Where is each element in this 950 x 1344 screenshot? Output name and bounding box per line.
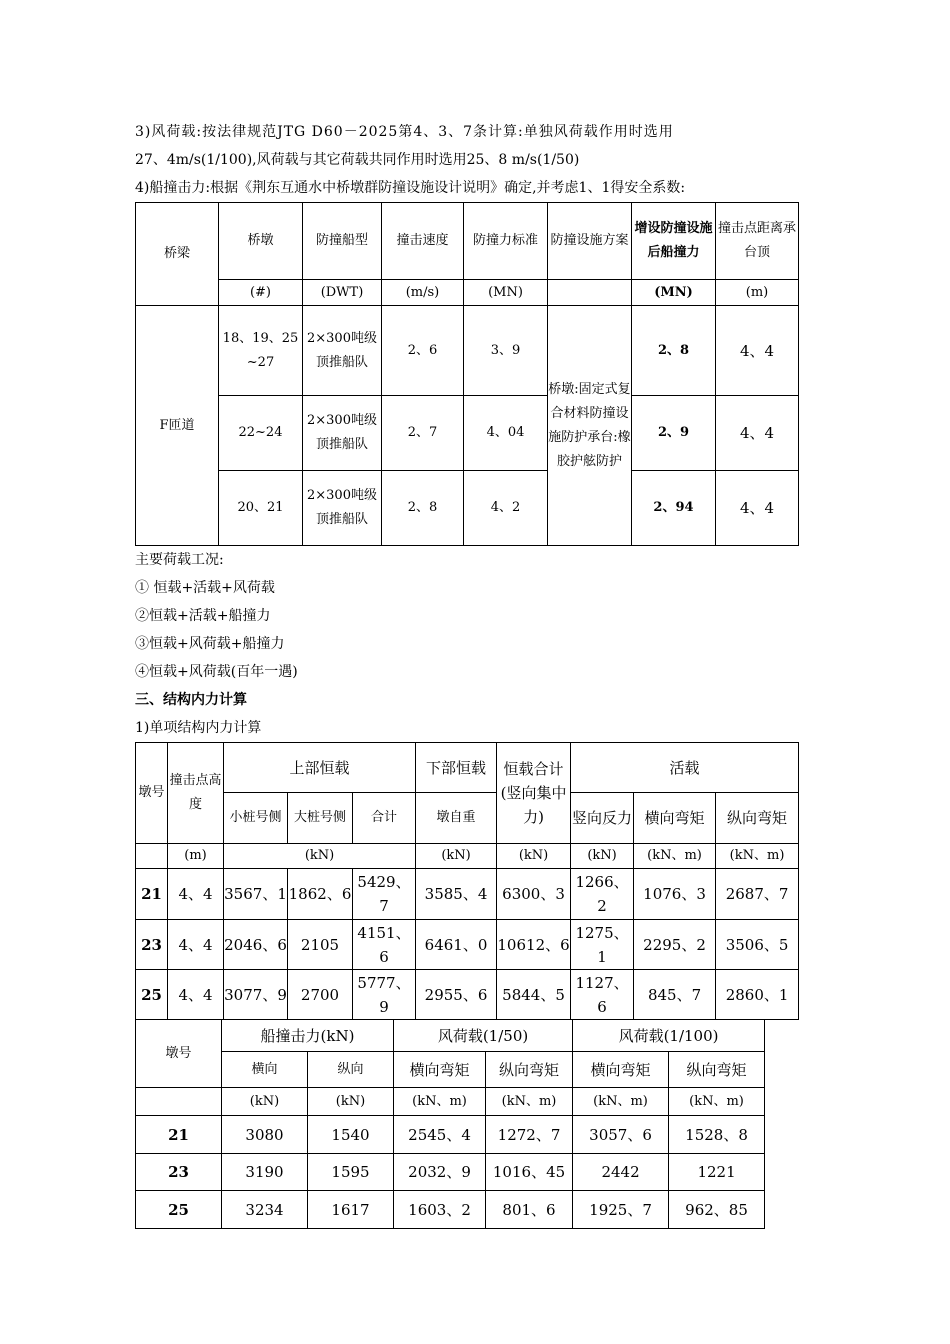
cell-distance: 4、4 — [716, 396, 799, 471]
unit-standard: (MN) — [464, 280, 548, 306]
header-dead-total: 恒载合计(竖向集中力) — [497, 743, 571, 844]
header-self-weight: 墩自重 — [416, 793, 497, 844]
unit-cell: (kN) — [308, 1088, 394, 1116]
cell-small: 2046、6 — [224, 920, 288, 970]
cell-height: 4、4 — [168, 869, 224, 920]
cell-scheme: 桥墩:固定式复合材料防撞设施防护承台:橡胶护舷防护 — [548, 306, 632, 546]
unit-speed: (m/s) — [382, 280, 464, 306]
table-row — [136, 920, 799, 970]
cell-value: 1925、7 — [573, 1191, 669, 1229]
cell-value: 3080 — [222, 1116, 308, 1154]
wind-load-line-2: 27、4m/s(1/100),风荷载与其它荷载共同作用时选用25、8 m/s(1/50) — [135, 152, 580, 168]
cell-value: 3057、6 — [573, 1116, 669, 1154]
header-ship-type: 防撞船型 — [303, 203, 382, 280]
cell-speed: 2、8 — [382, 471, 464, 546]
table-row — [136, 1154, 765, 1191]
unit-kn: (kN) — [571, 844, 634, 869]
load-cases-title: 主要荷载工况: — [135, 552, 224, 568]
header-sub: 纵向 — [308, 1052, 394, 1088]
header-pier: 桥墩 — [219, 203, 303, 280]
cell-tm: 845、7 — [634, 970, 716, 1020]
cell-value: 801、6 — [486, 1191, 573, 1229]
cell-value: 1528、8 — [669, 1116, 765, 1154]
cell-standard: 4、04 — [464, 396, 548, 471]
load-case-item: ③恒载+风荷载+船撞力 — [135, 636, 285, 652]
unit-pier: (#) — [219, 280, 303, 306]
header-bridge: 桥梁 — [136, 203, 219, 306]
header-scheme: 防撞设施方案 — [548, 203, 632, 280]
header-speed: 撞击速度 — [382, 203, 464, 280]
cell-value: 2032、9 — [394, 1154, 486, 1191]
cell-after-force: 2、94 — [632, 471, 716, 546]
header-lower-dead: 下部恒载 — [416, 743, 497, 793]
table-row — [136, 396, 799, 471]
cell-value: 2442 — [573, 1154, 669, 1191]
ship-wind-table — [135, 1019, 765, 1229]
cell-pier: 22~24 — [219, 396, 303, 471]
header-sub: 横向弯矩 — [394, 1052, 486, 1088]
table-row — [136, 471, 799, 546]
cell-sum: 5777、9 — [353, 970, 416, 1020]
unit-kn: (kN) — [497, 844, 571, 869]
header-wind-100: 风荷载(1/100) — [573, 1020, 765, 1052]
ship-impact-line: 4)船撞击力:根据《荆东互通水中桥墩群防撞设施设计说明》确定,并考虑1、1得安全系数: — [135, 180, 686, 196]
cell-self: 2955、6 — [416, 970, 497, 1020]
cell-self: 3585、4 — [416, 869, 497, 920]
header-sub: 纵向弯矩 — [669, 1052, 765, 1088]
cell-pier-no: 23 — [136, 920, 168, 970]
cell-total: 10612、6 — [497, 920, 571, 970]
header-upper-dead: 上部恒载 — [224, 743, 416, 793]
unit-knm: (kN、m) — [634, 844, 716, 869]
cell-value: 3190 — [222, 1154, 308, 1191]
section-heading: 三、结构内力计算 — [135, 692, 247, 708]
unit-cell: (kN、m) — [394, 1088, 486, 1116]
cell-distance: 4、4 — [716, 306, 799, 396]
header-live: 活载 — [571, 743, 799, 793]
header-sub: 纵向弯矩 — [486, 1052, 573, 1088]
cell-ship: 2×300吨级顶推船队 — [303, 471, 382, 546]
cell-distance: 4、4 — [716, 471, 799, 546]
cell-value: 3234 — [222, 1191, 308, 1229]
cell-value: 1221 — [669, 1154, 765, 1191]
cell-value: 1540 — [308, 1116, 394, 1154]
unit-distance: (m) — [716, 280, 799, 306]
cell-small: 3077、9 — [224, 970, 288, 1020]
header-large-side: 大桩号侧 — [288, 793, 353, 844]
cell-total: 6300、3 — [497, 869, 571, 920]
cell-after-force: 2、9 — [632, 396, 716, 471]
cell-vr: 1266、2 — [571, 869, 634, 920]
cell-tm: 2295、2 — [634, 920, 716, 970]
cell-pier-no: 25 — [136, 970, 168, 1020]
cell-value: 2545、4 — [394, 1116, 486, 1154]
unit-kn: (kN) — [416, 844, 497, 869]
cell-after-force: 2、8 — [632, 306, 716, 396]
cell-sum: 5429、7 — [353, 869, 416, 920]
cell-vr: 1127、6 — [571, 970, 634, 1020]
cell-speed: 2、6 — [382, 306, 464, 396]
cell-lm: 2687、7 — [716, 869, 799, 920]
header-impact-height: 撞击点高度 — [168, 743, 224, 844]
unit-scheme — [548, 280, 632, 306]
table-row — [136, 869, 799, 920]
cell-height: 4、4 — [168, 920, 224, 970]
ship-impact-table — [135, 202, 799, 546]
header-longitudinal-moment: 纵向弯矩 — [716, 793, 799, 844]
header-ship-force: 船撞击力(kN) — [222, 1020, 394, 1052]
cell-large: 2700 — [288, 970, 353, 1020]
cell-large: 2105 — [288, 920, 353, 970]
unit-cell: (kN、m) — [486, 1088, 573, 1116]
header-pier-no: 墩号 — [136, 743, 168, 844]
unit-kn: (kN) — [224, 844, 416, 869]
unit-cell: (kN、m) — [669, 1088, 765, 1116]
cell-self: 6461、0 — [416, 920, 497, 970]
cell-sum: 4151、6 — [353, 920, 416, 970]
cell-pier-no: 21 — [136, 1116, 222, 1154]
document-page — [135, 118, 805, 1229]
cell-pier: 18、19、25~27 — [219, 306, 303, 396]
cell-speed: 2、7 — [382, 396, 464, 471]
cell-total: 5844、5 — [497, 970, 571, 1020]
header-sub: 横向弯矩 — [573, 1052, 669, 1088]
header-sub: 横向 — [222, 1052, 308, 1088]
cell-value: 962、85 — [669, 1191, 765, 1229]
cell-value: 1272、7 — [486, 1116, 573, 1154]
cell-pier-no: 23 — [136, 1154, 222, 1191]
cell-value: 1016、45 — [486, 1154, 573, 1191]
header-transverse-moment: 横向弯矩 — [634, 793, 716, 844]
header-wind-50: 风荷载(1/50) — [394, 1020, 573, 1052]
header-sum: 合计 — [353, 793, 416, 844]
cell-height: 4、4 — [168, 970, 224, 1020]
cell-value: 1617 — [308, 1191, 394, 1229]
load-case-item: ④恒载+风荷载(百年一遇) — [135, 664, 298, 680]
internal-force-table — [135, 742, 799, 1020]
header-pier-no: 墩号 — [136, 1020, 222, 1088]
cell-pier-no: 25 — [136, 1191, 222, 1229]
cell-tm: 1076、3 — [634, 869, 716, 920]
unit-ship: (DWT) — [303, 280, 382, 306]
wind-load-line-1: 3)风荷载:按法律规范JTG D60－2025第4、3、7条计算:单独风荷载作用时选用 — [135, 124, 674, 140]
cell-value: 1595 — [308, 1154, 394, 1191]
cell-standard: 3、9 — [464, 306, 548, 396]
cell-standard: 4、2 — [464, 471, 548, 546]
unit-knm: (kN、m) — [716, 844, 799, 869]
bridge-name: F匝道 — [136, 306, 219, 546]
header-vertical-reaction: 竖向反力 — [571, 793, 634, 844]
sub-heading: 1)单项结构内力计算 — [135, 720, 262, 736]
table-row — [136, 1116, 765, 1154]
cell-lm: 3506、5 — [716, 920, 799, 970]
cell-pier-no: 21 — [136, 869, 168, 920]
cell-ship: 2×300吨级顶推船队 — [303, 396, 382, 471]
cell-pier: 20、21 — [219, 471, 303, 546]
table-row — [136, 306, 799, 396]
table-row — [136, 970, 799, 1020]
header-small-side: 小桩号侧 — [224, 793, 288, 844]
cell-vr: 1275、1 — [571, 920, 634, 970]
cell-ship: 2×300吨级顶推船队 — [303, 306, 382, 396]
header-after-force: 增设防撞设施后船撞力 — [632, 203, 716, 280]
unit-after-force: (MN) — [632, 280, 716, 306]
cell-value: 1603、2 — [394, 1191, 486, 1229]
unit-cell: (kN、m) — [573, 1088, 669, 1116]
unit-m: (m) — [168, 844, 224, 869]
header-standard: 防撞力标准 — [464, 203, 548, 280]
unit-cell: (kN) — [222, 1088, 308, 1116]
cell-large: 1862、6 — [288, 869, 353, 920]
load-case-item: ②恒载+活载+船撞力 — [135, 608, 271, 624]
cell-small: 3567、1 — [224, 869, 288, 920]
header-distance: 撞击点距离承台顶 — [716, 203, 799, 280]
table-row — [136, 1191, 765, 1229]
cell-lm: 2860、1 — [716, 970, 799, 1020]
load-case-item: ① 恒载+活载+风荷载 — [135, 580, 275, 596]
